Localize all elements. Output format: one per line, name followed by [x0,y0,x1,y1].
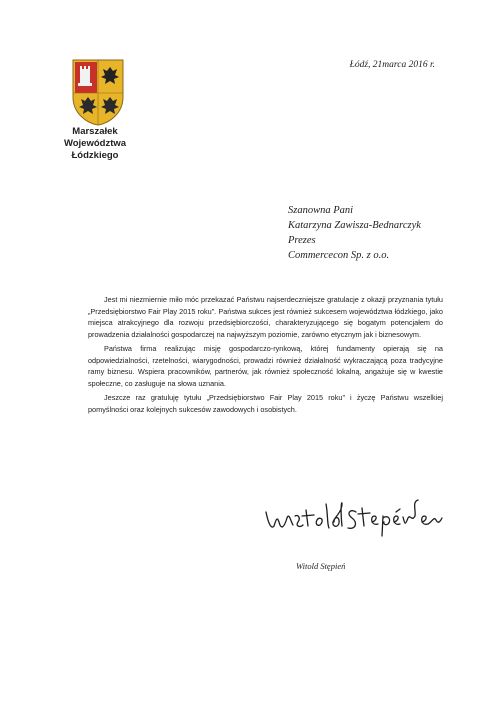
recipient-name: Katarzyna Zawisza-Bednarczyk [288,220,421,231]
letter-body [88,294,443,418]
recipient-salutation: Szanowna Pani [288,205,354,216]
coat-of-arms-icon [70,57,126,127]
issuer-line-1: Marszałek [72,126,118,137]
issuer-line-2: Województwa Łódzkiego [63,138,127,161]
recipient-company: Commercecon Sp. z o.o. [288,250,390,261]
issuer-name [40,126,150,162]
recipient-title: Prezes [288,235,316,246]
body-paragraph-2: Państwa firma realizując misję gospodarczo-rynkową, której fundamenty opierają się na odpowiedzialności, rzetelności, wiarygodności, prowadzi również działalność wykraczającą poza tradycyjne ramy biznesu. Wspiera pracowników, partnerów, jak również społeczność lokalną, angażuje się w kwestie społeczne, co zasługuje na słowa uznania. [88,344,443,388]
recipient-block [288,203,421,263]
body-paragraph-3: Jeszcze raz gratuluję tytułu „Przedsiębiorstwo Fair Play 2015 roku” i życzę Państwu wszelkiej pomyślności oraz kolejnych sukcesów zawodowych i osobistych. [88,393,443,414]
body-paragraph-1: Jest mi niezmiernie miło móc przekazać Państwu najserdeczniejsze gratulacje z okazji przyznania tytułu „Przedsiębiorstwo Fair Play 2015 roku”. Państwa sukces jest również sukcesem województwa łódzkiego, jako miejsca atrakcyjnego dla rozwoju przedsiębiorczości, charakteryzującego się bogatym potencjałem do prowadzenia działalności gospodarczej na najwyższym poziomie, zarówno etycznym jak i biznesowym. [88,295,443,339]
place-date: Łódź, 21marca 2016 r. [349,60,435,70]
handwritten-signature [262,492,447,542]
signer-name: Witold Stępień [296,561,346,571]
